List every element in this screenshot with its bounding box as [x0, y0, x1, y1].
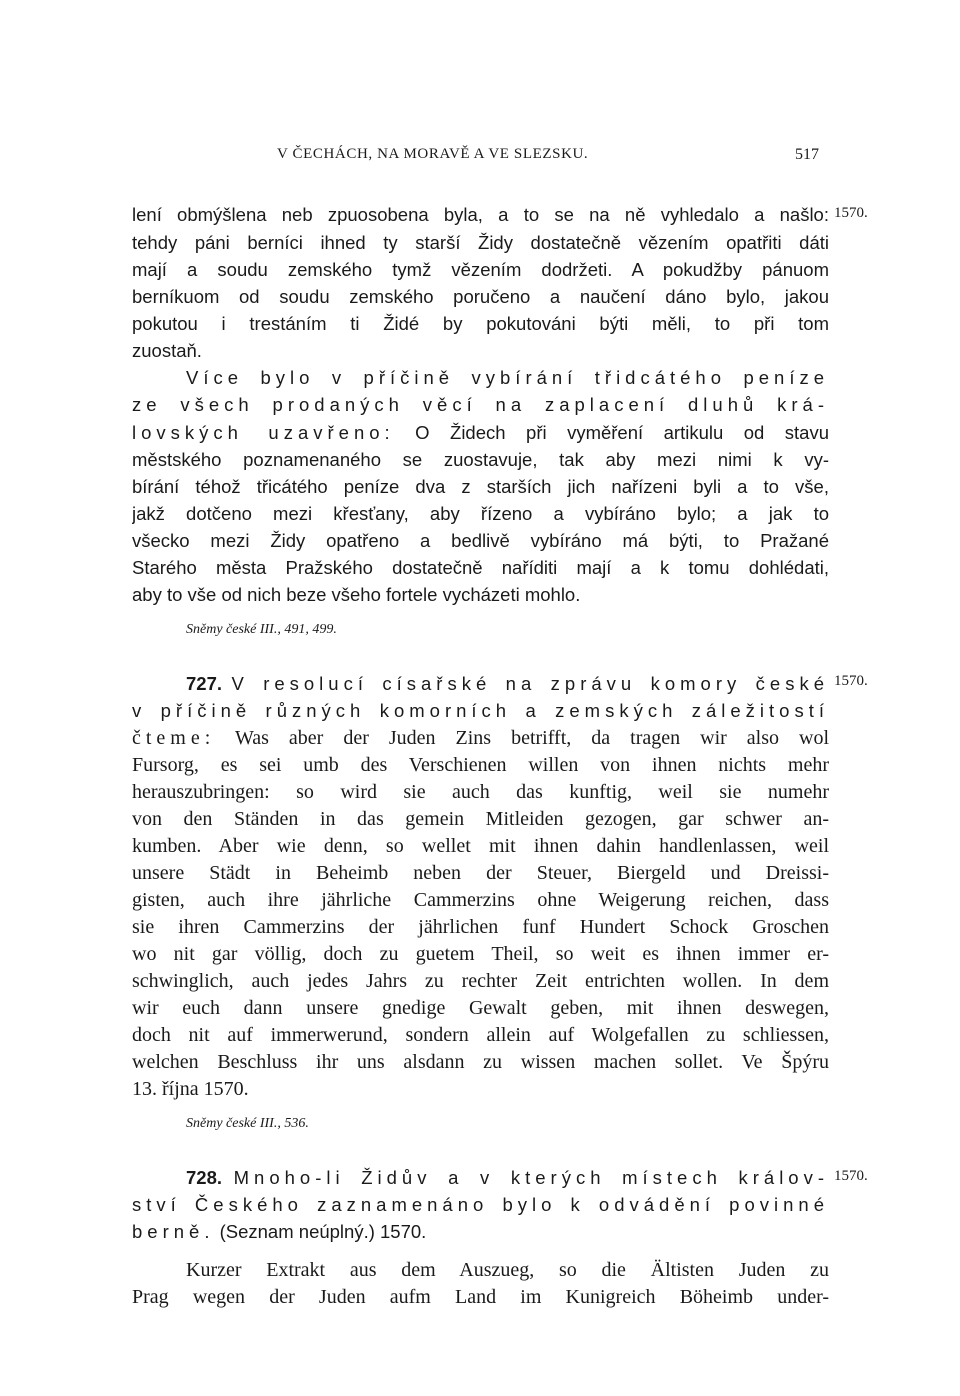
- source-citation: Sněmy české III., 536.: [186, 1116, 309, 1131]
- text-line: sie ihren Cammerzins der jährlichen funf Hundert Schock Groschen: [132, 916, 829, 938]
- text-line: schwinglich, auch jedes Jahrs zu rechter Zeit entrichten wollen. In dem: [132, 970, 829, 992]
- margin-year: 1570.: [834, 205, 868, 221]
- text-line: mají a soudu zemského tymž vězením dodržeti. A pokudžby pánuom: [132, 259, 829, 280]
- text-line: herauszubringen: so wird sie auch das kunftig, weil sie numehr: [132, 781, 829, 803]
- text-line: bírání téhož třicátého peníze dva z starších jich nařízeni byli a to vše,: [132, 476, 829, 497]
- running-header: V ČECHÁCH, NA MORAVĚ A VE SLEZSKU.: [277, 146, 589, 162]
- spaced-phrase: čteme:: [132, 727, 216, 749]
- margin-year: 1570.: [834, 673, 868, 689]
- text-line: Kurzer Extrakt aus dem Auszueg, so die Ältisten Juden zu: [186, 1259, 829, 1281]
- text-line: unsere Städt in Beheimb neben der Steuer, Biergeld und Dreissi-: [132, 862, 829, 884]
- text-line: aby to vše od nich beze všeho fortele vycházeti mohlo.: [132, 584, 581, 605]
- phrase: (Seznam neúplný.) 1570.: [219, 1221, 427, 1242]
- text-line: von den Ständen in das gemein Mitleiden gezogen, gar schwer an-: [132, 808, 829, 830]
- text-line: Prag wegen der Juden aufm Land im Kunigreich Böheimb under-: [132, 1286, 829, 1308]
- text-line-spaced: ství Českého zaznamenáno bylo k odvádění povinné: [132, 1194, 829, 1215]
- text-line: berníkuom od soudu zemského poručeno a naučení dáno bylo, jakou: [132, 286, 829, 307]
- text-line: tehdy páni berníci ihned ty starší Židy dostatečně vězením opatřiti dáti: [132, 232, 829, 253]
- text-line: pokutou i trestáním ti Židé by pokutováni býti měli, to při tom: [132, 313, 829, 334]
- text-line: [132, 725, 829, 751]
- spaced-phrase: lovských uzavřeno:: [132, 422, 395, 443]
- entry-heading-line: [186, 671, 829, 697]
- text-line-spaced: Více bylo v příčině vybírání třidcátého peníze: [186, 367, 829, 388]
- text-line: jakž dotčeno mezi křesťany, aby řízeno a vybíráno bylo; a jak to: [132, 503, 829, 524]
- text-line: zuostaň.: [132, 340, 202, 361]
- spaced-phrase: berně.: [132, 1221, 215, 1242]
- phrase: Was aber der Juden Zins betrifft, da tragen wir also wol: [234, 727, 829, 749]
- text-line: gisten, auch ihre jährliche Cammerzins ohne Weigerung reichen, dass: [132, 889, 829, 911]
- text-line: wir euch dann unsere gnedige Gewalt geben, mit ihnen deswegen,: [132, 997, 829, 1019]
- phrase: O Židech při vyměření artikulu od stavu: [415, 422, 829, 443]
- margin-year: 1570.: [834, 1168, 868, 1184]
- text-line: Starého města Pražského dostatečně naříditi mají a k tomu dohlédati,: [132, 557, 829, 578]
- entry-number: 728.: [186, 1167, 223, 1188]
- text-line: welchen Beschluss ihr uns alsdann zu wissen machen sollet. Ve Špýru: [132, 1051, 829, 1073]
- entry-number: 727.: [186, 673, 223, 694]
- source-citation: Sněmy české III., 491, 499.: [186, 622, 337, 637]
- text-line-spaced: v příčině různých komorních a zemských záležitostí: [132, 700, 829, 721]
- entry-heading-line: [186, 1165, 829, 1191]
- text-line: [132, 420, 829, 446]
- text-line: lení obmýšlena neb zpuosobena byla, a to se na ně vyhledalo a našlo:: [132, 204, 829, 225]
- entry-title: V resolucí císařské na zprávu komory české: [231, 673, 829, 694]
- entry-title: Mnoho-li Židův a v kterých místech králov-: [233, 1167, 829, 1188]
- text-line: všecko mezi Židy opatřeno a bedlivě vybíráno má býti, to Pražané: [132, 530, 829, 551]
- text-line: [132, 1219, 829, 1245]
- text-line: 13. října 1570.: [132, 1078, 249, 1100]
- text-line: městského poznamenaného se zuostavuje, tak aby mezi nimi k vy-: [132, 449, 829, 470]
- text-line: Fursorg, es sei umb des Verschienen willen von ihnen nichts mehr: [132, 754, 829, 776]
- text-line-spaced: ze všech prodaných věcí na zaplacení dluhů krá-: [132, 394, 829, 415]
- text-line: doch nit auf immerwerund, sondern allein auf Wolgefallen zu schliessen,: [132, 1024, 829, 1046]
- page-number: 517: [795, 146, 819, 163]
- text-line: wo nit gar völlig, doch zu guetem Theil, so weit es ihnen immer er-: [132, 943, 829, 965]
- text-line: kumben. Aber wie denn, so wellet mit ihnen dahin handlenlassen, weil: [132, 835, 829, 857]
